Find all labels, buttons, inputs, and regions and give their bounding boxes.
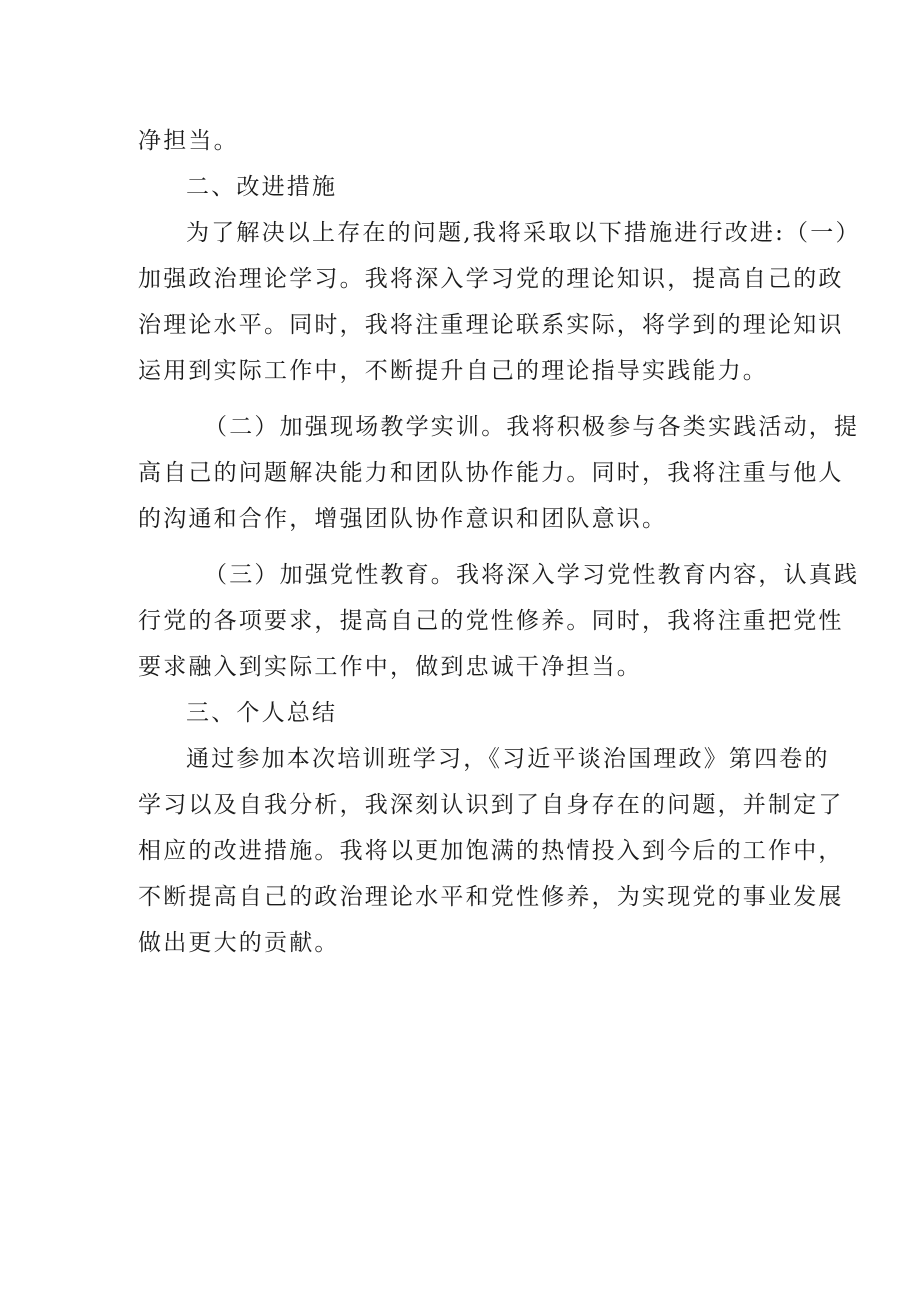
paragraph-line: 运用到实际工作中，不断提升自己的理论指导实践能力。 [138, 358, 768, 384]
paragraph-line: 做出更大的贡献。 [138, 930, 340, 956]
paragraph-line: 相应的改进措施。我将以更加饱满的热情投入到今后的工作中， [138, 838, 844, 864]
paragraph-line: 通过参加本次培训班学习，《习近平谈治国理政》第四卷的 [186, 746, 830, 772]
paragraph-line: 不断提高自己的政治理论水平和党性修养，为实现党的事业发展 [138, 884, 844, 910]
document-body [138, 118, 861, 966]
section-heading-improvements: 二、改进措施 [186, 174, 338, 200]
paragraph-line: 行党的各项要求，提高自己的党性修养。同时，我将注重把党性 [138, 608, 844, 634]
section-heading-summary: 三、个人总结 [186, 700, 338, 726]
paragraph-line: 学习以及自我分析，我深刻认识到了自身存在的问题，并制定了 [138, 792, 844, 818]
paragraph-line: （三）加强党性教育。我将深入学习党性教育内容，认真践 [204, 562, 860, 588]
paragraph-line: 高自己的问题解决能力和团队协作能力。同时，我将注重与他人 [138, 460, 844, 486]
paragraph-line: 加强政治理论学习。我将深入学习党的理论知识，提高自己的政 [138, 266, 844, 292]
paragraph-line: （二）加强现场教学实训。我将积极参与各类实践活动，提 [204, 414, 860, 440]
paragraph-line: 的沟通和合作，增强团队协作意识和团队意识。 [138, 506, 668, 532]
paragraph-line: 治理论水平。同时，我将注重理论联系实际，将学到的理论知识 [138, 312, 844, 338]
paragraph-line: 要求融入到实际工作中，做到忠诚干净担当。 [138, 654, 642, 680]
paragraph-line: 净担当。 [138, 128, 239, 154]
paragraph-line: 为了解决以上存在的问题,我将采取以下措施进行改进:（一） [186, 220, 861, 246]
